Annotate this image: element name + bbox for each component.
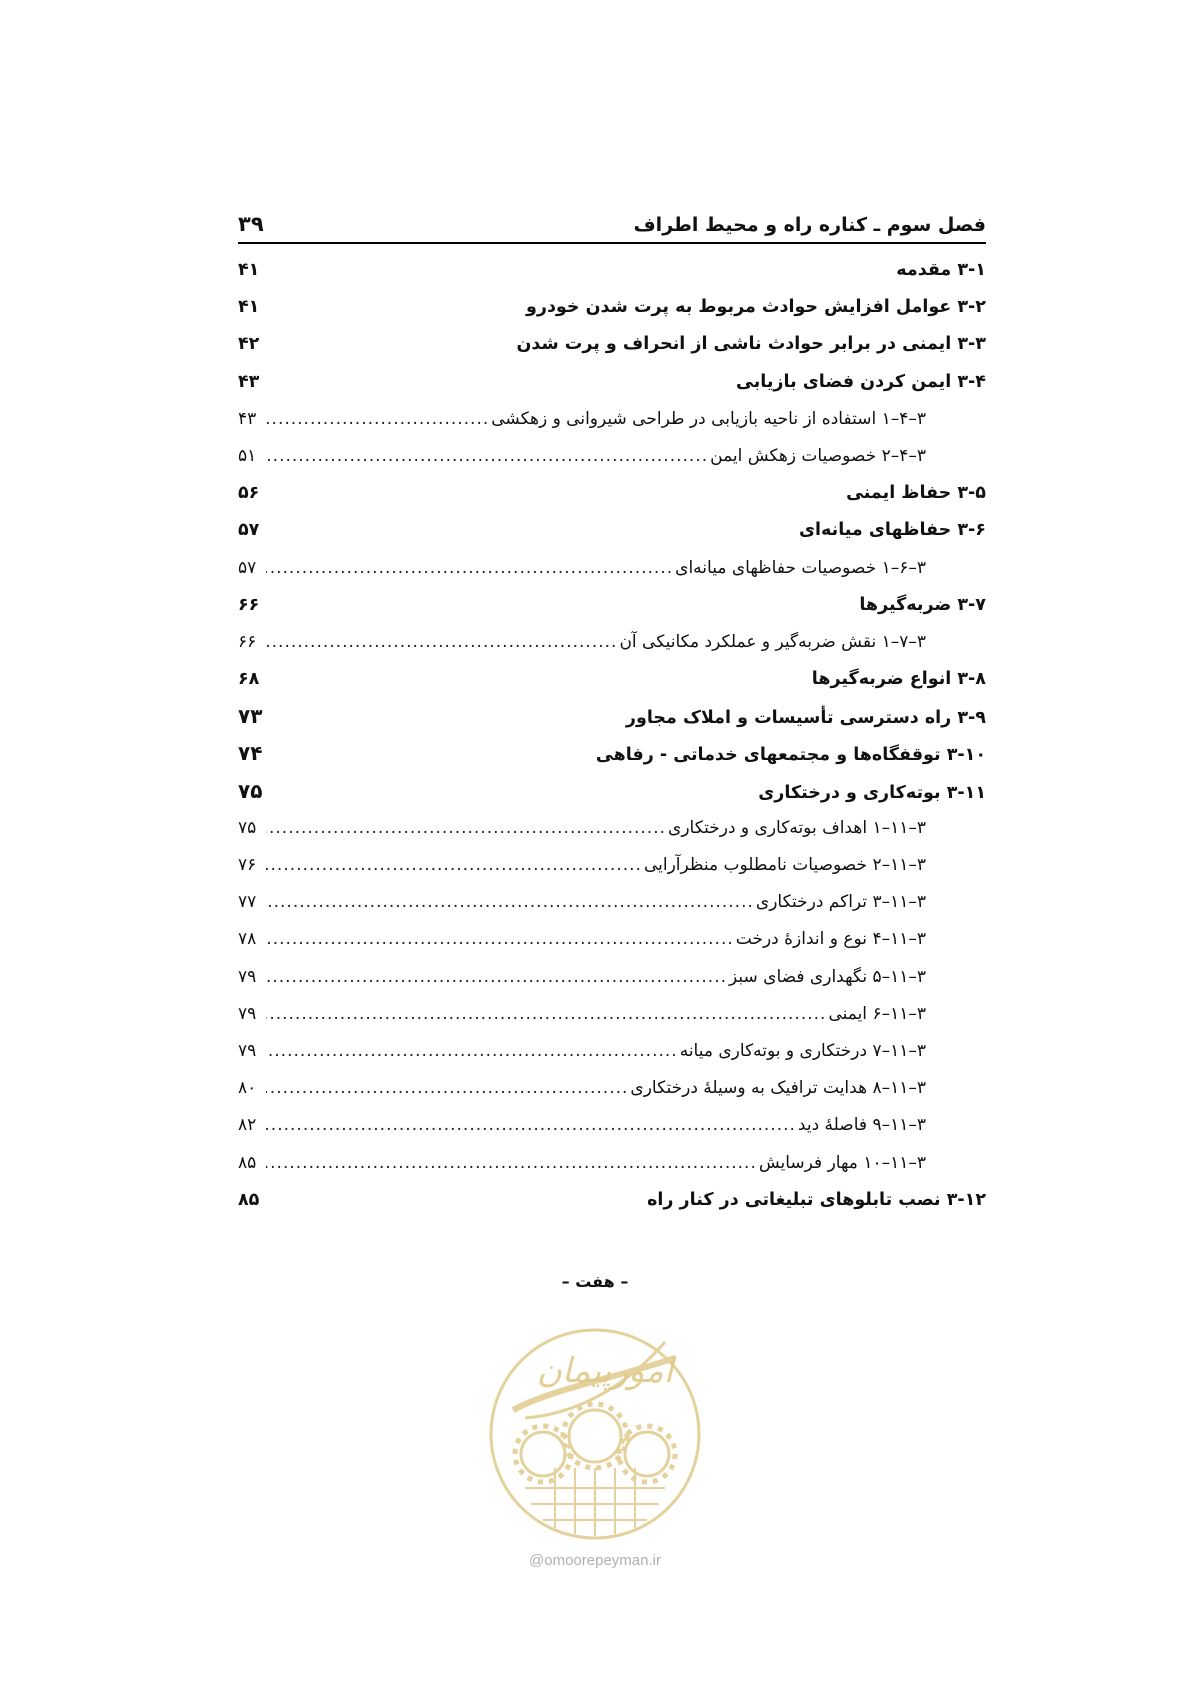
- dot-leader: [266, 847, 642, 884]
- toc-subentry[interactable]: [238, 1033, 986, 1070]
- toc-entry-title: ۳–۴–۱ استفاده از ناحیه بازیابی در طراحی شیروانی و زهکشی: [491, 408, 926, 429]
- dot-leader: [266, 810, 666, 847]
- toc-entry-title: ۳-۱۱ بوته‌کاری و درختکاری: [758, 782, 986, 803]
- toc-entry-page: ۴۳: [238, 371, 260, 392]
- toc-entry-title: ۳–۱۱–۶ ایمنی: [828, 1003, 926, 1024]
- toc-entry-title: ۳-۴ ایمن کردن فضای بازیابی: [736, 371, 986, 392]
- toc-entry[interactable]: [238, 587, 986, 624]
- toc-subentry[interactable]: [238, 1145, 986, 1182]
- toc-entry-title: ۳–۱۱–۹ فاصلهٔ دید: [797, 1115, 926, 1136]
- toc-entry-page: ۷۷: [238, 892, 257, 913]
- dot-leader: [266, 1033, 678, 1070]
- toc-subentry[interactable]: [238, 847, 986, 884]
- toc-entry-title: ۳–۱۱–۴ نوع و اندازهٔ درخت: [735, 929, 926, 950]
- toc-entry[interactable]: [238, 661, 986, 698]
- toc-entry-title: ۳–۱۱–۲ خصوصیات نامطلوب منظرآرایی: [643, 855, 926, 875]
- toc-entry-title: ۳-۶ حفاظهای میانه‌ای: [798, 520, 986, 541]
- toc-entry[interactable]: [238, 475, 986, 512]
- dot-leader: [266, 438, 708, 475]
- dot-leader: [266, 884, 754, 921]
- toc-entry[interactable]: [238, 773, 986, 810]
- toc-entry-page: ۸۵: [238, 1189, 260, 1210]
- toc-entry[interactable]: [238, 512, 986, 549]
- toc-entry-page: ۷۹: [238, 966, 257, 987]
- toc-entry-page: ۷۵: [238, 817, 257, 838]
- toc-entry-title: ۳-۳ ایمنی در برابر حوادث ناشی از انحراف و پرت شدن: [516, 334, 986, 355]
- toc-entry-page: ۵۶: [238, 483, 260, 504]
- toc-entry-title: ۳-۵ حفاظ ایمنی: [846, 483, 986, 504]
- toc-entry-title: ۳–۴–۲ خصوصیات زهکش ایمن: [710, 445, 926, 466]
- toc-subentry[interactable]: [238, 401, 986, 438]
- chapter-heading: [238, 212, 986, 244]
- chapter-page-number: ۳۹: [238, 212, 264, 236]
- dot-leader: [266, 959, 727, 996]
- toc-subentry[interactable]: [238, 1107, 986, 1144]
- toc-entry-page: ۷۶: [238, 855, 257, 875]
- toc-entry-title: ۳–۱۱–۸ هدایت ترافیک به وسیلهٔ درختکاری: [630, 1078, 926, 1099]
- dot-leader: [266, 996, 826, 1033]
- toc-entry-title: ۳–۶–۱ خصوصیات حفاظهای میانه‌ای: [675, 557, 926, 578]
- toc-entry-page: ۸۲: [238, 1115, 257, 1136]
- watermark-logo-icon: [485, 1318, 705, 1550]
- toc-entry-title: ۳–۱۱–۷ درختکاری و بوته‌کاری میانه: [679, 1040, 926, 1061]
- toc-entry-page: ۷۸: [238, 929, 257, 950]
- toc-entry[interactable]: [238, 735, 986, 772]
- toc-entry-title: ۳-۹ راه دسترسی تأسیسات و املاک مجاور: [625, 708, 986, 729]
- dot-leader: [266, 624, 617, 661]
- toc-entry[interactable]: [238, 289, 986, 326]
- toc-entry-page: ۴۱: [238, 260, 260, 280]
- dot-leader: [266, 550, 673, 587]
- toc-entry[interactable]: [238, 252, 986, 289]
- toc-entry-page: ۷۵: [238, 778, 263, 803]
- toc-entry-title: ۳-۱ مقدمه: [896, 260, 986, 280]
- toc-subentry[interactable]: [238, 1070, 986, 1107]
- toc-subentry[interactable]: [238, 959, 986, 996]
- toc-entry-title: ۳–۱۱–۱ اهداف بوته‌کاری و درختکاری: [668, 817, 926, 838]
- toc-subentry[interactable]: [238, 810, 986, 847]
- toc-entry[interactable]: [238, 1182, 986, 1219]
- toc-entry-title: ۳–۱۱–۱۰ مهار فرسایش: [758, 1152, 926, 1173]
- toc-entry-page: ۴۱: [238, 297, 260, 318]
- toc-entry-title: ۳-۸ انواع ضربه‌گیرها: [811, 669, 986, 690]
- toc-subentry[interactable]: [238, 550, 986, 587]
- toc-entry-page: ۵۷: [238, 557, 257, 578]
- toc-entry-title: ۳–۱۱–۵ نگهداری فضای سبز: [729, 966, 926, 987]
- toc-entry-title: ۳-۱۰ توقفگاه‌ها و مجتمعهای خدماتی - رفاهی: [595, 745, 986, 766]
- toc-entry-title: ۳–۱۱–۳ تراکم درختکاری: [755, 892, 926, 913]
- toc-subentry[interactable]: [238, 624, 986, 661]
- table-of-contents: [238, 212, 986, 1219]
- toc-entry-title: ۳–۷–۱ نقش ضربه‌گیر و عملکرد مکانیکی آن: [619, 631, 926, 652]
- toc-entry-page: ۴۳: [238, 408, 257, 429]
- watermark-url: @omoorepeyman.ir: [529, 1552, 661, 1569]
- chapter-title: فصل سوم ـ کناره راه و محیط اطراف: [633, 214, 986, 236]
- toc-entry[interactable]: [238, 326, 986, 363]
- page-footer-number: – هفت –: [561, 1272, 629, 1291]
- toc-entry[interactable]: [238, 698, 986, 735]
- toc-entry-page: ۴۲: [238, 334, 260, 355]
- toc-entry-title: ۳-۱۲ نصب تابلوهای تبلیغاتی در کنار راه: [647, 1189, 986, 1210]
- dot-leader: [266, 401, 489, 438]
- toc-entry-page: ۷۹: [238, 1040, 257, 1061]
- toc-entry-title: ۳-۷ ضربه‌گیرها: [859, 594, 986, 615]
- toc-entry-page: ۶۶: [238, 631, 257, 652]
- toc-subentry[interactable]: [238, 438, 986, 475]
- dot-leader: [266, 921, 734, 958]
- toc-subentry[interactable]: [238, 996, 986, 1033]
- toc-entry-page: ۷۳: [238, 704, 263, 729]
- toc-entry-page: ۷۴: [238, 741, 263, 766]
- dot-leader: [266, 1107, 796, 1144]
- toc-entry-title: ۳-۲ عوامل افزایش حوادث مربوط به پرت شدن خودرو: [526, 297, 986, 318]
- toc-entry-page: ۸۵: [238, 1152, 257, 1173]
- toc-entry-page: ۸۰: [238, 1078, 257, 1099]
- toc-entry-page: ۵۱: [238, 445, 257, 466]
- toc-subentry[interactable]: [238, 884, 986, 921]
- toc-entry-page: ۶۸: [238, 669, 260, 690]
- dot-leader: [266, 1070, 628, 1107]
- toc-entry-page: ۷۹: [238, 1003, 257, 1024]
- toc-entry-page: ۶۶: [238, 594, 260, 615]
- toc-entry-page: ۵۷: [238, 520, 260, 541]
- toc-entry[interactable]: [238, 364, 986, 401]
- toc-subentry[interactable]: [238, 921, 986, 958]
- dot-leader: [266, 1145, 757, 1182]
- watermark-logo-text: امورپیمان: [536, 1351, 674, 1391]
